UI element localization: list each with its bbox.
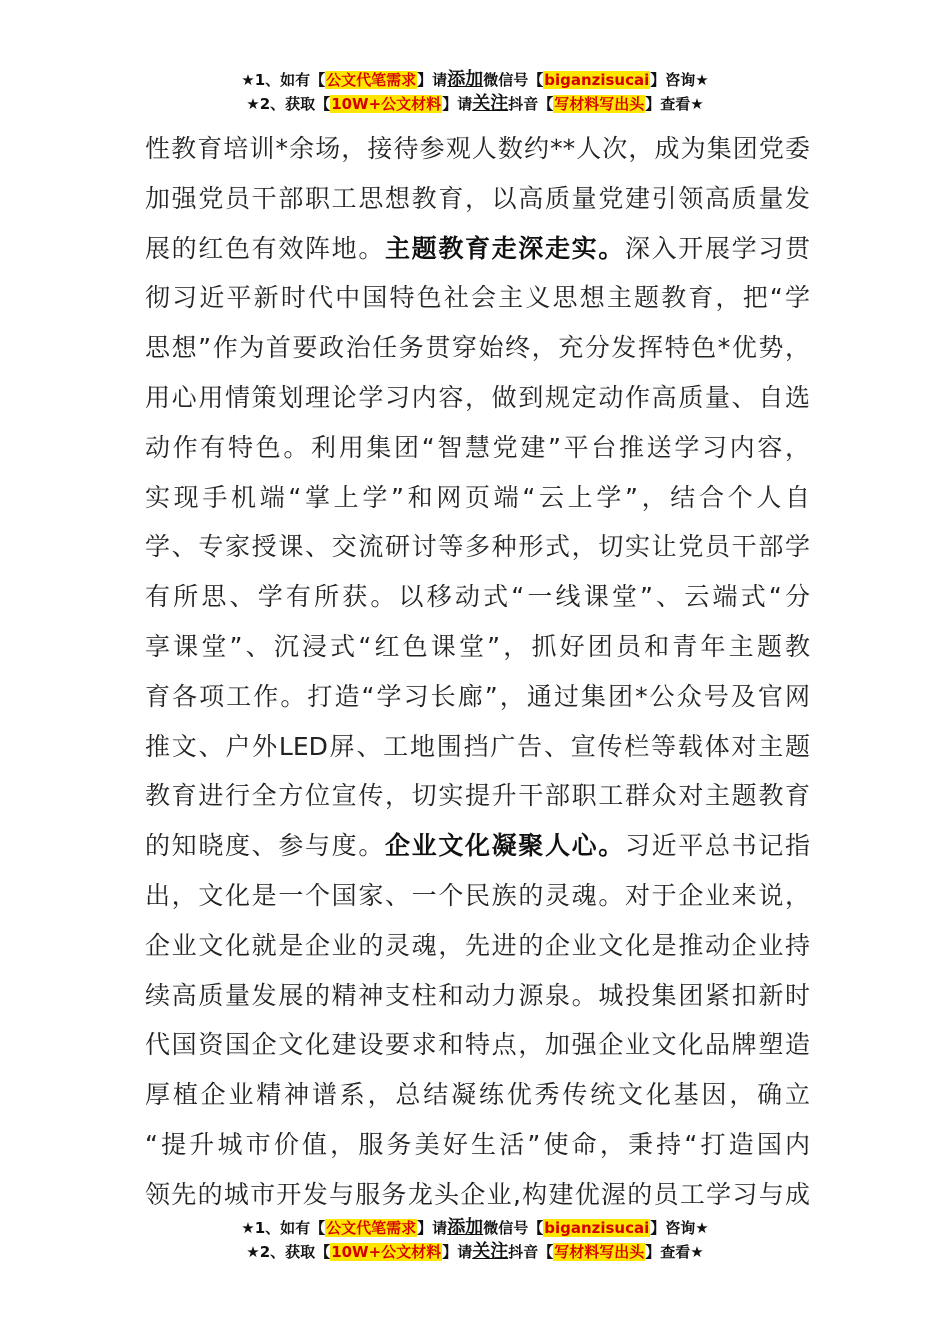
highlight-douyin-account: 写材料写出头 (554, 95, 645, 113)
body-line: 学、专家授课、交流研讨等多种形式，切实让党员干部学 (145, 532, 810, 562)
banner-text: 抖音【 (508, 1243, 554, 1261)
body-text: 的知晓度、参与度。 (145, 831, 385, 861)
banner-text: 微信号【 (483, 71, 544, 89)
banner-text: 】请 (417, 1219, 448, 1237)
banner-emphasis: 添加 (447, 69, 484, 90)
body-text: 展的红色有效阵地。 (145, 233, 385, 263)
banner-line-2 (0, 1240, 950, 1264)
body-line: 厚植企业精神谱系，总结凝练优秀传统文化基因，确立 (145, 1080, 810, 1110)
banner-line-1 (0, 1216, 950, 1240)
body-text: 深入开展学习贯 (624, 233, 810, 263)
body-line: 教育进行全方位宣传，切实提升干部职工群众对主题教育 (145, 781, 810, 811)
body-line: 续高质量发展的精神支柱和动力源泉。城投集团紧扣新时 (145, 980, 810, 1010)
highlight-service: 公文代笔需求 (326, 1219, 417, 1237)
body-line: 动作有特色。利用集团“智慧党建”平台推送学习内容， (145, 432, 810, 462)
footer-banner (0, 1216, 950, 1264)
highlight-wechat-id: biganzisucai (544, 71, 650, 89)
body-line: 代国资国企文化建设要求和特点，加强企业文化品牌塑造 (145, 1030, 810, 1060)
banner-text: ★2、获取【 (246, 1243, 331, 1261)
body-line: 有所思、学有所获。以移动式“一线课堂”、云端式“分 (145, 582, 810, 612)
banner-text: ★2、获取【 (246, 95, 331, 113)
body-text: 习近平总书记指 (624, 831, 810, 861)
highlight-service: 公文代笔需求 (326, 71, 417, 89)
banner-text: 】咨询★ (650, 71, 709, 89)
banner-text: 】请 (442, 95, 473, 113)
body-line: 彻习近平新时代中国特色社会主义思想主题教育，把“学 (145, 283, 810, 313)
body-line: 加强党员干部职工思想教育，以高质量党建引领高质量发 (145, 183, 810, 213)
body-line: 实现手机端“掌上学”和网页端“云上学”，结合个人自 (145, 482, 810, 512)
body-line (145, 224, 810, 274)
body-line: 性教育培训*余场，接待参观人数约**人次，成为集团党委 (145, 134, 810, 163)
banner-text: 】请 (417, 71, 448, 89)
body-line: 用心用情策划理论学习内容，做到规定动作高质量、自选 (145, 382, 810, 412)
banner-emphasis: 关注 (472, 1241, 509, 1262)
section-heading-theme-education: 主题教育走深走实。 (384, 233, 625, 263)
banner-text: ★1、如有【 (241, 1219, 326, 1237)
banner-text: ★1、如有【 (241, 71, 326, 89)
banner-text: 】请 (442, 1243, 473, 1261)
banner-text: 】咨询★ (650, 1219, 709, 1237)
document-body (145, 124, 810, 1220)
body-line: 领先的城市开发与服务龙头企业,构建优渥的员工学习与成 (145, 1179, 810, 1209)
body-line: 育各项工作。打造“学习长廊”，通过集团*公众号及官网 (145, 681, 810, 711)
banner-text: 抖音【 (508, 95, 554, 113)
header-banner (0, 68, 950, 116)
banner-text: 】查看★ (645, 1243, 704, 1261)
banner-emphasis: 添加 (447, 1217, 484, 1238)
body-line: “提升城市价值，服务美好生活”使命，秉持“打造国内 (145, 1129, 810, 1159)
banner-emphasis: 关注 (472, 93, 509, 114)
highlight-materials: 10W+公文材料 (331, 95, 442, 113)
body-line: 思想”作为首要政治任务贯穿始终，充分发挥特色*优势， (145, 333, 810, 363)
highlight-materials: 10W+公文材料 (331, 1243, 442, 1261)
body-line: 企业文化就是企业的灵魂，先进的企业文化是推动企业持 (145, 930, 810, 960)
banner-text: 微信号【 (483, 1219, 544, 1237)
banner-text: 】查看★ (645, 95, 704, 113)
banner-line-1 (0, 68, 950, 92)
highlight-wechat-id: biganzisucai (544, 1219, 650, 1237)
section-heading-corporate-culture: 企业文化凝聚人心。 (384, 831, 625, 861)
body-line: 出，文化是一个国家、一个民族的灵魂。对于企业来说， (145, 880, 810, 910)
highlight-douyin-account: 写材料写出头 (554, 1243, 645, 1261)
body-line: 推文、户外LED屏、工地围挡广告、宣传栏等载体对主题 (145, 731, 810, 761)
body-line: 享课堂”、沉浸式“红色课堂”，抓好团员和青年主题教 (145, 631, 810, 661)
body-line (145, 821, 810, 871)
banner-line-2 (0, 92, 950, 116)
